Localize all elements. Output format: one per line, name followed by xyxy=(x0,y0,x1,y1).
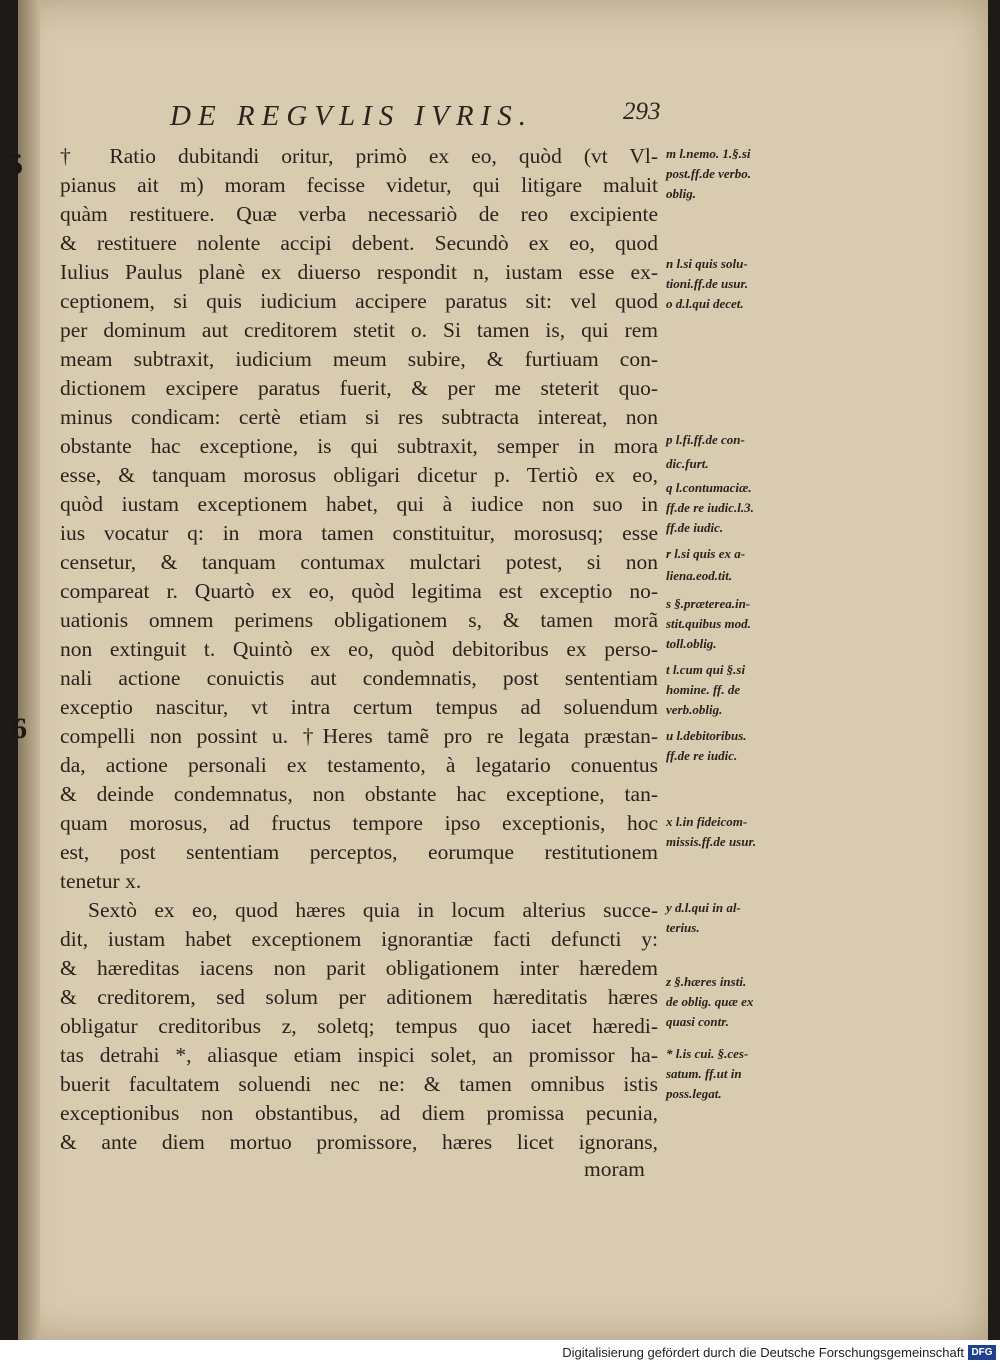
text-line: Sextò ex eo, quod hæres quia in locum alterius succe- xyxy=(88,898,658,922)
marginal-note: quasi contr. xyxy=(666,1014,729,1029)
marginal-note: poss.legat. xyxy=(666,1086,722,1101)
marginal-note: x l.in fideicom- xyxy=(666,814,748,829)
marginal-note: post.ff.de verbo. xyxy=(666,166,751,181)
footer-bar xyxy=(0,1340,1000,1365)
marginal-note: p l.fi.ff.de con- xyxy=(666,432,745,447)
text-line: Iulius Paulus planè ex diuerso respondit n, iustam esse ex- xyxy=(60,260,658,284)
text-line: quàm restituere. Quæ verba necessariò de reo excipiente xyxy=(60,202,658,226)
marginal-note: toll.oblig. xyxy=(666,636,717,651)
text-line: exceptio nascitur, vt intra certum tempus ad soluendum xyxy=(60,695,658,719)
text-line: dit, iustam habet exceptionem ignorantiæ facti defuncti y: xyxy=(60,927,658,951)
page-gutter xyxy=(18,0,40,1340)
text-line: nali actione conuictis aut condemnatis, post sententiam xyxy=(60,666,658,690)
text-line: exceptionibus non obstantibus, ad diem promissa pecunia, xyxy=(60,1101,658,1125)
text-line: tenetur x. xyxy=(60,869,142,893)
margin-mark: 5 xyxy=(8,148,23,181)
marginal-note: s §.præterea.in- xyxy=(666,596,751,611)
marginal-note: dic.furt. xyxy=(666,456,709,471)
dfg-logo: DFG xyxy=(968,1345,996,1360)
text-line: esse, & tanquam morosus obligari dicetur p. Tertiò ex eo, xyxy=(60,463,658,487)
marginal-note: r l.si quis ex a- xyxy=(666,546,746,561)
marginal-note: de oblig. quæ ex xyxy=(666,994,754,1009)
text-line: censetur, & tanquam contumax mulctari potest, si non xyxy=(60,550,658,574)
marginal-note: ff.de re iudic. xyxy=(666,748,738,763)
page-number: 293 xyxy=(623,98,661,125)
marginal-note: liena.eod.tit. xyxy=(666,568,733,583)
marginal-note: satum. ff.ut in xyxy=(666,1066,742,1081)
text-line: quòd iustam exceptionem habet, qui à iudice non suo in xyxy=(60,492,658,516)
marginal-note: stit.quibus mod. xyxy=(666,616,751,631)
text-line: & restituere nolente accipi debent. Secundò ex eo, quod xyxy=(60,231,658,255)
text-line: compareat r. Quartò ex eo, quòd legitima est exceptio no- xyxy=(60,579,658,603)
margin-mark: 6 xyxy=(12,712,27,745)
book-page xyxy=(8,0,988,1340)
marginal-note: ff.de re iudic.l.3. xyxy=(666,500,754,515)
text-line: pianus ait m) moram fecisse videtur, qui litigare maluit xyxy=(60,173,658,197)
text-line: & ante diem mortuo promissore, hæres licet ignorans, xyxy=(60,1130,658,1154)
text-line: per dominum aut creditorem stetit o. Si tamen is, qui rem xyxy=(60,318,658,342)
marginal-note: z §.hæres insti. xyxy=(666,974,747,989)
marginal-note: q l.contumaciæ. xyxy=(666,480,752,495)
text-line: compelli non possint u. †Heres tamẽ pro re legata præstan- xyxy=(60,724,658,748)
text-line: † Ratio dubitandi oritur, primò ex eo, quòd (vt Vl- xyxy=(60,144,658,168)
catchword: moram xyxy=(584,1157,645,1181)
text-line: est, post sententiam perceptos, eorumque restitutionem xyxy=(60,840,658,864)
funding-credit: Digitalisierung gefördert durch die Deutsche Forschungsgemeinschaft xyxy=(562,1345,964,1360)
marginal-note: terius. xyxy=(666,920,700,935)
text-line: obstante hac exceptione, is qui subtraxit, semper in mora xyxy=(60,434,658,458)
text-line: buerit facultatem soluendi nec ne: & tamen omnibus istis xyxy=(60,1072,658,1096)
text-line: uationis omnem perimens obligationem s, & tamen morã xyxy=(60,608,658,632)
text-line: minus condicam: certè etiam si res subtracta intereat, non xyxy=(60,405,658,429)
marginal-note: u l.debitoribus. xyxy=(666,728,747,743)
marginal-note: o d.l.qui decet. xyxy=(666,296,744,311)
marginal-note: ff.de iudic. xyxy=(666,520,724,535)
marginal-note: y d.l.qui in al- xyxy=(666,900,741,915)
marginal-note: verb.oblig. xyxy=(666,702,723,717)
text-line: ius vocatur q: in mora tamen constituitur, morosusq; esse xyxy=(60,521,658,545)
marginal-note: m l.nemo. 1.§.si xyxy=(666,146,751,161)
marginal-note: n l.si quis solu- xyxy=(666,256,748,271)
text-line: & deinde condemnatus, non obstante hac exceptione, tan- xyxy=(60,782,658,806)
text-line: ceptionem, si quis iudicium accipere paratus sit: vel quod xyxy=(60,289,658,313)
text-line: dictionem excipere paratus fuerit, & per me steterit quo- xyxy=(60,376,658,400)
marginal-note: missis.ff.de usur. xyxy=(666,834,757,849)
marginal-note: homine. ff. de xyxy=(666,682,741,697)
text-line: non extinguit t. Quintò ex eo, quòd debitoribus ex perso- xyxy=(60,637,658,661)
marginal-note: oblig. xyxy=(666,186,696,201)
text-line: & creditorem, sed solum per aditionem hæreditatis hæres xyxy=(60,985,658,1009)
running-head: DE REGVLIS IVRIS. xyxy=(170,100,534,132)
text-line: meam subtraxit, iudicium meum subire, & furtiuam con- xyxy=(60,347,658,371)
text-line: quam morosus, ad fructus tempore ipso exceptionis, hoc xyxy=(60,811,658,835)
text-line: tas detrahi *, aliasque etiam inspici solet, an promissor ha- xyxy=(60,1043,658,1067)
text-line: obligatur creditoribus z, soletq; tempus quo iacet hæredi- xyxy=(60,1014,658,1038)
text-line: da, actione personali ex testamento, à legatario conuentus xyxy=(60,753,658,777)
marginal-note: * l.is cui. §.ces- xyxy=(666,1046,749,1061)
marginal-note: tioni.ff.de usur. xyxy=(666,276,749,291)
marginal-note: t l.cum qui §.si xyxy=(666,662,746,677)
text-line: & hæreditas iacens non parit obligationem inter hæredem xyxy=(60,956,658,980)
